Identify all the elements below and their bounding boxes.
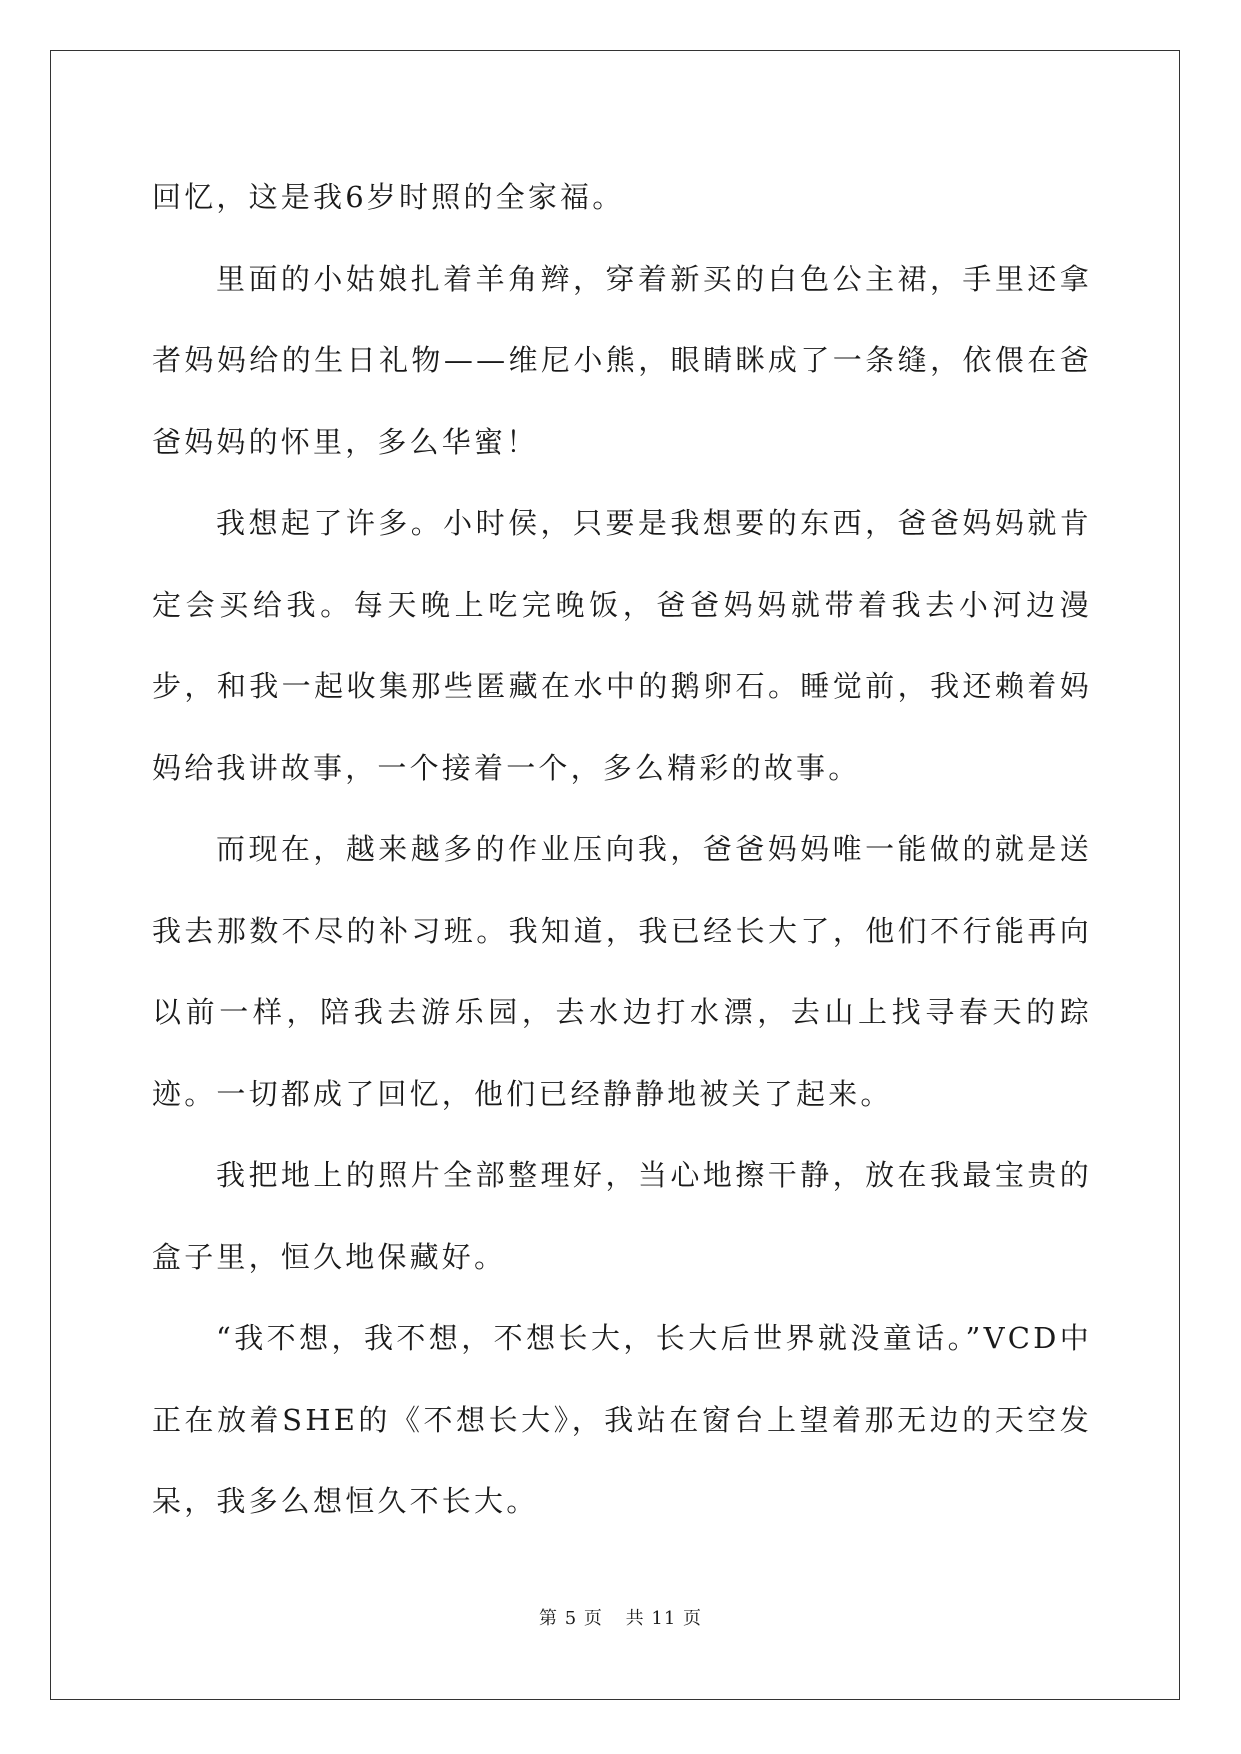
page-total: 共 11 页 [625,1608,702,1629]
paragraph-2: 里面的小姑娘扎着羊角辫，穿着新买的白色公主裙，手里还拿者妈妈给的生日礼物——维尼小熊，眼睛眯成了一条缝，依偎在爸爸妈妈的怀里，多么华蜜！ [152,261,1092,459]
page-number: 第 5 页 [539,1608,603,1629]
document-body [152,157,1092,1543]
paragraph-6: “我不想，我不想，不想长大，长大后世界就没童话。”VCD中正在放着SHE的《不想长大》，我站在窗台上望着那无边的天空发呆，我多么想恒久不长大。 [152,1321,1092,1518]
page-footer [0,1604,1241,1630]
paragraph-1: 回忆，这是我6岁时照的全家福。 [152,180,625,214]
paragraph-5: 我把地上的照片全部整理好，当心地擦干静，放在我最宝贵的盒子里，恒久地保藏好。 [152,1158,1092,1274]
paragraph-4: 而现在，越来越多的作业压向我，爸爸妈妈唯一能做的就是送我去那数不尽的补习班。我知道，我已经长大了，他们不行能再向以前一样，陪我去游乐园，去水边打水漂，去山上找寻春天的踪迹。一切都成了回忆，他们已经静静地被关了起来。 [152,832,1092,1111]
paragraph-3: 我想起了许多。小时侯，只要是我想要的东西，爸爸妈妈就肯定会买给我。每天晚上吃完晚饭，爸爸妈妈就带着我去小河边漫步，和我一起收集那些匿藏在水中的鹅卵石。睡觉前，我还赖着妈妈给我讲故事，一个接着一个，多么精彩的故事。 [152,506,1092,785]
